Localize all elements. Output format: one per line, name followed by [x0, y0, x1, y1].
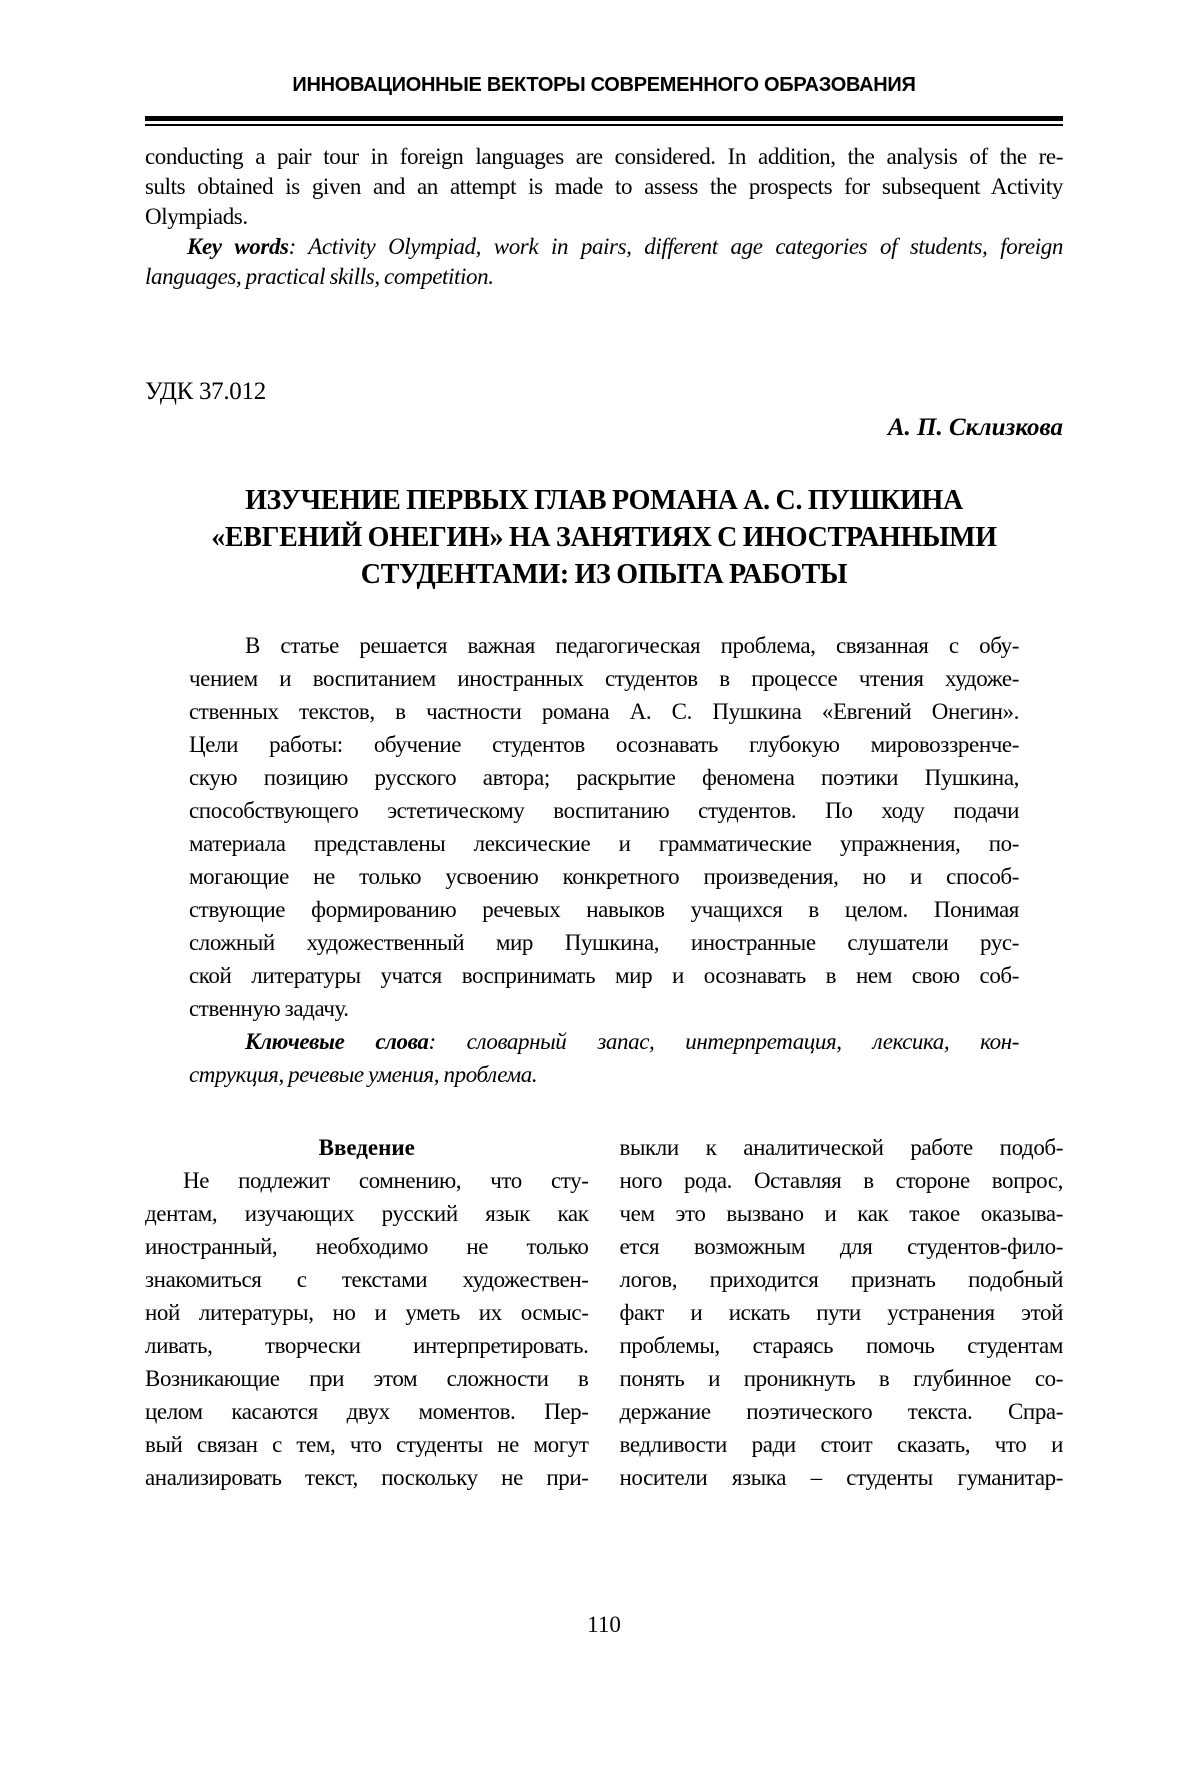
text-line: СТУДЕНТАМИ: ИЗ ОПЫТА РАБОТЫ — [360, 559, 848, 590]
text-line: понять и проникнуть в глубинное со- — [619, 1366, 1063, 1391]
page-content — [0, 72, 1200, 1494]
text-line: материала представлены лексические и грамматические упражнения, по- — [189, 831, 1019, 856]
text-line: скую позицию русского автора; раскрытие феномена поэтики Пушкина, — [189, 765, 1019, 790]
text-line: целом касаются двух моментов. Пер- — [145, 1399, 589, 1424]
intro-left-text — [145, 1164, 589, 1494]
text-line: Возникающие при этом сложности в — [145, 1366, 589, 1391]
english-keywords-line: languages, practical skills, competition. — [145, 264, 494, 289]
text-line: ется возможным для студентов-фило- — [619, 1234, 1063, 1259]
text-line: чем это вызвано и как такое оказыва- — [619, 1201, 1063, 1226]
text-line: проблемы, стараясь помочь студентам — [619, 1333, 1063, 1358]
text-line: «ЕВГЕНИЙ ОНЕГИН» НА ЗАНЯТИЯХ С ИНОСТРАННЫМИ — [211, 522, 997, 553]
intro-right-text — [620, 1131, 1064, 1494]
text-line: ведливости ради стоит сказать, что и — [619, 1432, 1063, 1457]
text-line: способствующего эстетическому воспитанию студентов. По ходу подачи — [189, 798, 1019, 823]
text-line: ной литературы, но и уметь их осмыс- — [145, 1300, 589, 1325]
divider-thin-line — [145, 124, 1063, 126]
text-line: логов, приходится признать подобный — [619, 1267, 1063, 1292]
text-line: дентам, изучающих русский язык как — [145, 1201, 589, 1226]
text-line: Цели работы: обучение студентов осознавать глубокую мировоззренче- — [189, 732, 1019, 757]
udc-code: УДК 37.012 — [145, 378, 266, 405]
article-abstract — [189, 629, 1019, 1025]
intro-right-column — [620, 1131, 1064, 1494]
text-line: чением и воспитанием иностранных студентов в процессе чтения художе- — [189, 666, 1019, 691]
text-line: носители языка – студенты гуманитар- — [619, 1465, 1063, 1490]
header-divider-rule — [145, 116, 1063, 126]
text-line: ливать, творчески интерпретировать. — [145, 1333, 589, 1358]
author-name: А. П. Склизкова — [887, 414, 1063, 441]
text-line: ственную задачу. — [189, 996, 349, 1021]
russian-keywords — [189, 1025, 1019, 1091]
text-line: ствующие формированию речевых навыков учащихся в целом. Понимая — [189, 897, 1019, 922]
keywords-label-ru: Ключевые слова — [245, 1029, 429, 1054]
english-abstract — [145, 142, 1063, 232]
page-number: 110 — [587, 1612, 621, 1637]
introduction-section — [145, 1131, 1063, 1494]
text-line: вый связан с тем, что студенты не могут — [145, 1432, 589, 1457]
text-line: ного рода. Оставляя в стороне вопрос, — [619, 1168, 1063, 1193]
introduction-heading: Введение — [318, 1135, 415, 1160]
text-line: В статье решается важная педагогическая проблема, связанная с обу- — [245, 633, 1019, 658]
text-line: Не подлежит сомнению, что сту- — [183, 1168, 589, 1193]
keywords-text-en: : Activity Olympiad, work in pairs, different age categories of students, foreign — [288, 234, 1063, 259]
running-head: ИННОВАЦИОННЫЕ ВЕКТОРЫ СОВРЕМЕННОГО ОБРАЗОВАНИЯ — [292, 74, 916, 96]
english-keywords-line — [145, 232, 1063, 262]
text-line: sults obtained is given and an attempt is made to assess the prospects for subsequent Activity — [145, 174, 1063, 199]
journal-page — [0, 72, 1200, 1769]
text-line: факт и искать пути устранения этой — [619, 1300, 1063, 1325]
text-line: ственных текстов, в частности романа А. С. Пушкина «Евгений Онегин». — [189, 699, 1019, 724]
text-line: иностранный, необходимо не только — [145, 1234, 589, 1259]
russian-keywords-line — [189, 1025, 1019, 1058]
divider-thick-line — [145, 116, 1063, 121]
english-keywords — [145, 232, 1063, 292]
russian-keywords-line: струкция, речевые умения, проблема. — [189, 1062, 538, 1087]
keywords-label-en: Key words — [187, 234, 289, 259]
text-line: ской литературы учатся воспринимать мир и осознавать в нем свою соб- — [189, 963, 1019, 988]
text-line: могающие не только усвоению конкретного произведения, но и способ- — [189, 864, 1019, 889]
text-line: ИЗУЧЕНИЕ ПЕРВЫХ ГЛАВ РОМАНА А. С. ПУШКИНА — [245, 485, 963, 516]
keywords-text-ru: : словарный запас, интерпретация, лексика, кон- — [428, 1029, 1019, 1054]
text-line: держание поэтического текста. Спра- — [619, 1399, 1063, 1424]
text-line: анализировать текст, поскольку не при- — [145, 1465, 589, 1490]
text-line: выкли к аналитической работе подоб- — [619, 1135, 1063, 1160]
text-line: conducting a pair tour in foreign languages are considered. In addition, the analysis of the re- — [145, 144, 1063, 169]
text-line: знакомиться с текстами художествен- — [145, 1267, 589, 1292]
article-title — [145, 482, 1063, 593]
text-line: Olympiads. — [145, 204, 248, 229]
intro-left-column — [145, 1131, 589, 1494]
text-line: сложный художественный мир Пушкина, иностранные слушатели рус- — [189, 930, 1019, 955]
